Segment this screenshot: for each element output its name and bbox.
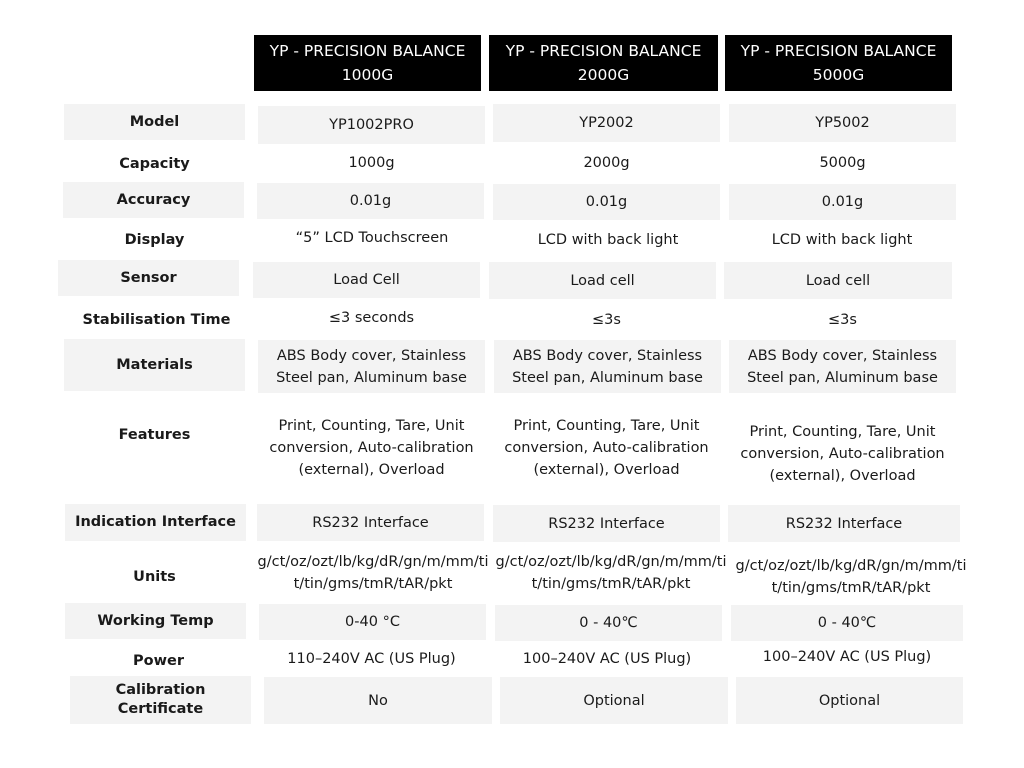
cell-model-5000g: YP5002: [729, 104, 956, 142]
cell-temp-2000g: 0 - 40℃: [495, 605, 722, 641]
cell-stabilisation-1000g: ≤3 seconds: [328, 310, 415, 326]
cell-interface-1000g: RS232 Interface: [257, 504, 484, 541]
cell-calibration-2000g: Optional: [500, 677, 728, 724]
cell-materials-2000g: ABS Body cover, Stainless Steel pan, Aluminum base: [494, 340, 721, 393]
row-label-accuracy: Accuracy: [63, 182, 244, 218]
cell-temp-5000g: 0 - 40℃: [731, 605, 963, 641]
row-label-calibration-certificate: Calibration Certificate: [70, 676, 251, 724]
cell-capacity-1000g: 1000g: [348, 155, 395, 171]
row-label-power: Power: [133, 652, 184, 669]
row-label-indication-interface: Indication Interface: [65, 504, 246, 541]
cell-interface-2000g: RS232 Interface: [493, 505, 720, 542]
cell-display-2000g: LCD with back light: [537, 232, 679, 248]
cell-sensor-2000g: Load cell: [489, 262, 716, 299]
header-title: YP - PRECISION BALANCE: [740, 42, 937, 60]
cell-accuracy-2000g: 0.01g: [493, 184, 720, 220]
cell-power-2000g: 100–240V AC (US Plug): [522, 651, 692, 667]
cell-sensor-5000g: Load cell: [724, 262, 952, 299]
row-label-capacity: Capacity: [119, 155, 190, 172]
cell-capacity-5000g: 5000g: [819, 155, 866, 171]
row-label-display: Display: [124, 231, 185, 248]
header-capacity: 5000G: [812, 66, 865, 84]
row-label-model: Model: [64, 104, 245, 140]
row-label-sensor: Sensor: [58, 260, 239, 296]
cell-display-1000g: “5” LCD Touchscreen: [295, 230, 449, 246]
cell-interface-5000g: RS232 Interface: [728, 505, 960, 542]
cell-accuracy-1000g: 0.01g: [257, 183, 484, 219]
row-label-materials: Materials: [64, 339, 245, 391]
cell-temp-1000g: 0-40 °C: [259, 604, 486, 640]
row-label-units: Units: [133, 568, 176, 585]
cell-calibration-5000g: Optional: [736, 677, 963, 724]
cell-features-2000g: Print, Counting, Tare, Unit conversion, Auto-calibration (external), Overload: [504, 418, 709, 478]
cell-units-5000g: g/ct/oz/ozt/lb/kg/dR/gn/m/mm/tit/tin/gms/tmR/tAR/pkt: [735, 558, 967, 596]
cell-materials-5000g: ABS Body cover, Stainless Steel pan, Aluminum base: [729, 340, 956, 393]
cell-power-5000g: 100–240V AC (US Plug): [762, 649, 932, 665]
cell-model-2000g: YP2002: [493, 104, 720, 142]
cell-features-5000g: Print, Counting, Tare, Unit conversion, Auto-calibration (external), Overload: [740, 424, 945, 484]
column-header-1000g: [254, 35, 481, 91]
cell-model-1000g: YP1002PRO: [258, 106, 485, 144]
header-title: YP - PRECISION BALANCE: [269, 42, 466, 60]
cell-stabilisation-5000g: ≤3s: [828, 312, 857, 328]
row-label-working-temp: Working Temp: [65, 603, 246, 639]
cell-features-1000g: Print, Counting, Tare, Unit conversion, Auto-calibration (external), Overload: [269, 418, 474, 478]
row-label-features: Features: [118, 426, 191, 443]
header-title: YP - PRECISION BALANCE: [505, 42, 702, 60]
cell-stabilisation-2000g: ≤3s: [592, 312, 621, 328]
cell-accuracy-5000g: 0.01g: [729, 184, 956, 220]
column-header-5000g: [725, 35, 952, 91]
cell-calibration-1000g: No: [264, 677, 492, 724]
cell-capacity-2000g: 2000g: [583, 155, 630, 171]
cell-units-2000g: g/ct/oz/ozt/lb/kg/dR/gn/m/mm/tit/tin/gms/tmR/tAR/pkt: [495, 554, 727, 592]
cell-power-1000g: 110–240V AC (US Plug): [287, 651, 456, 667]
header-capacity: 2000G: [577, 66, 630, 84]
cell-units-1000g: g/ct/oz/ozt/lb/kg/dR/gn/m/mm/tit/tin/gms/tmR/tAR/pkt: [257, 554, 489, 592]
column-header-2000g: [489, 35, 718, 91]
cell-display-5000g: LCD with back light: [771, 232, 913, 248]
header-capacity: 1000G: [341, 66, 394, 84]
cell-materials-1000g: ABS Body cover, Stainless Steel pan, Aluminum base: [258, 340, 485, 393]
cell-sensor-1000g: Load Cell: [253, 262, 480, 298]
row-label-stabilisation-time: Stabilisation Time: [82, 311, 231, 328]
